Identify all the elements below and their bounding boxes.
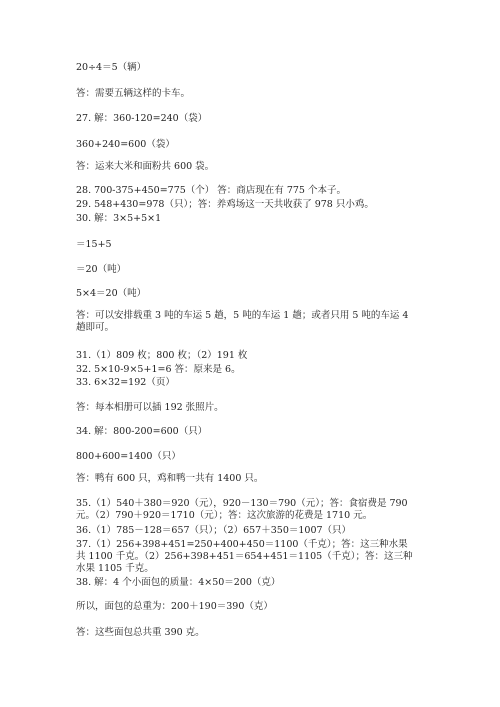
question-35-solution: 35.（1）540＋380＝920（元），920－130＝790（元）；答：食宿费是 790 元。（2）790＋920＝1710（元）；答：这次旅游的花费是 1710 元。: [76, 498, 408, 521]
question-34-solution: 34. 解：800-200=600（只）: [76, 426, 208, 437]
question-33-solution: 33. 6×32=192（页）: [76, 377, 175, 388]
answer-line: 答：需要五辆这样的卡车。: [76, 88, 191, 99]
answer-line: 答：可以安排载重 3 吨的车运 5 趟，5 吨的车运 1 趟；或者只用 5 吨的车运 4 趟即可。: [76, 310, 409, 333]
question-37-solution: 37.（1）256+398+451=250+400+450＝1100（千克）；答：这三种水果共 1100 千克。（2）256+398+451＝654+451＝1105（千克）；答：这三种水果 1105 千克。: [76, 539, 413, 574]
answer-line: 20÷4＝5（辆）: [76, 62, 147, 73]
question-38-solution: 38. 解：4 个小面包的质量：4×50＝200（克）: [76, 577, 281, 588]
answer-line: 所以，面包的总重为：200＋190＝390（克）: [76, 601, 273, 612]
question-29-solution: 29. 548+430=978（只）；答：养鸡场这一天共收获了 978 只小鸡。: [76, 199, 374, 210]
answer-line: ＝15+5: [76, 239, 112, 250]
answer-line: ＝20（吨）: [76, 264, 127, 275]
answer-line: 答：鸭有 600 只，鸡和鸭一共有 1400 只。: [76, 473, 264, 484]
answer-line: 5×4＝20（吨）: [76, 288, 147, 299]
answer-line: 答：这些面包总共重 390 克。: [76, 627, 205, 638]
answer-line: 答：每本相册可以插 192 张照片。: [76, 402, 224, 413]
question-36-solution: 36.（1）785－128＝657（只）；（2）657＋350＝1007（只）: [76, 525, 352, 536]
question-30-solution: 30. 解：3×5+5×1: [76, 213, 162, 224]
answer-line: 答：运来大米和面粉共 600 袋。: [76, 161, 215, 172]
answer-line: 800+600=1400（只）: [76, 451, 181, 462]
question-27-solution: 27. 解：360-120=240（袋）: [76, 113, 208, 124]
question-31-solution: 31.（1）809 枚；800 枚；（2）191 枚: [76, 350, 248, 361]
question-28-solution: 28. 700-375+450=775（个） 答：商店现在有 775 个本子。: [76, 185, 346, 196]
question-32-solution: 32. 5×10-9×5+1=6 答：原来是 6。: [76, 364, 241, 375]
answer-line: 360+240=600（袋）: [76, 139, 175, 150]
